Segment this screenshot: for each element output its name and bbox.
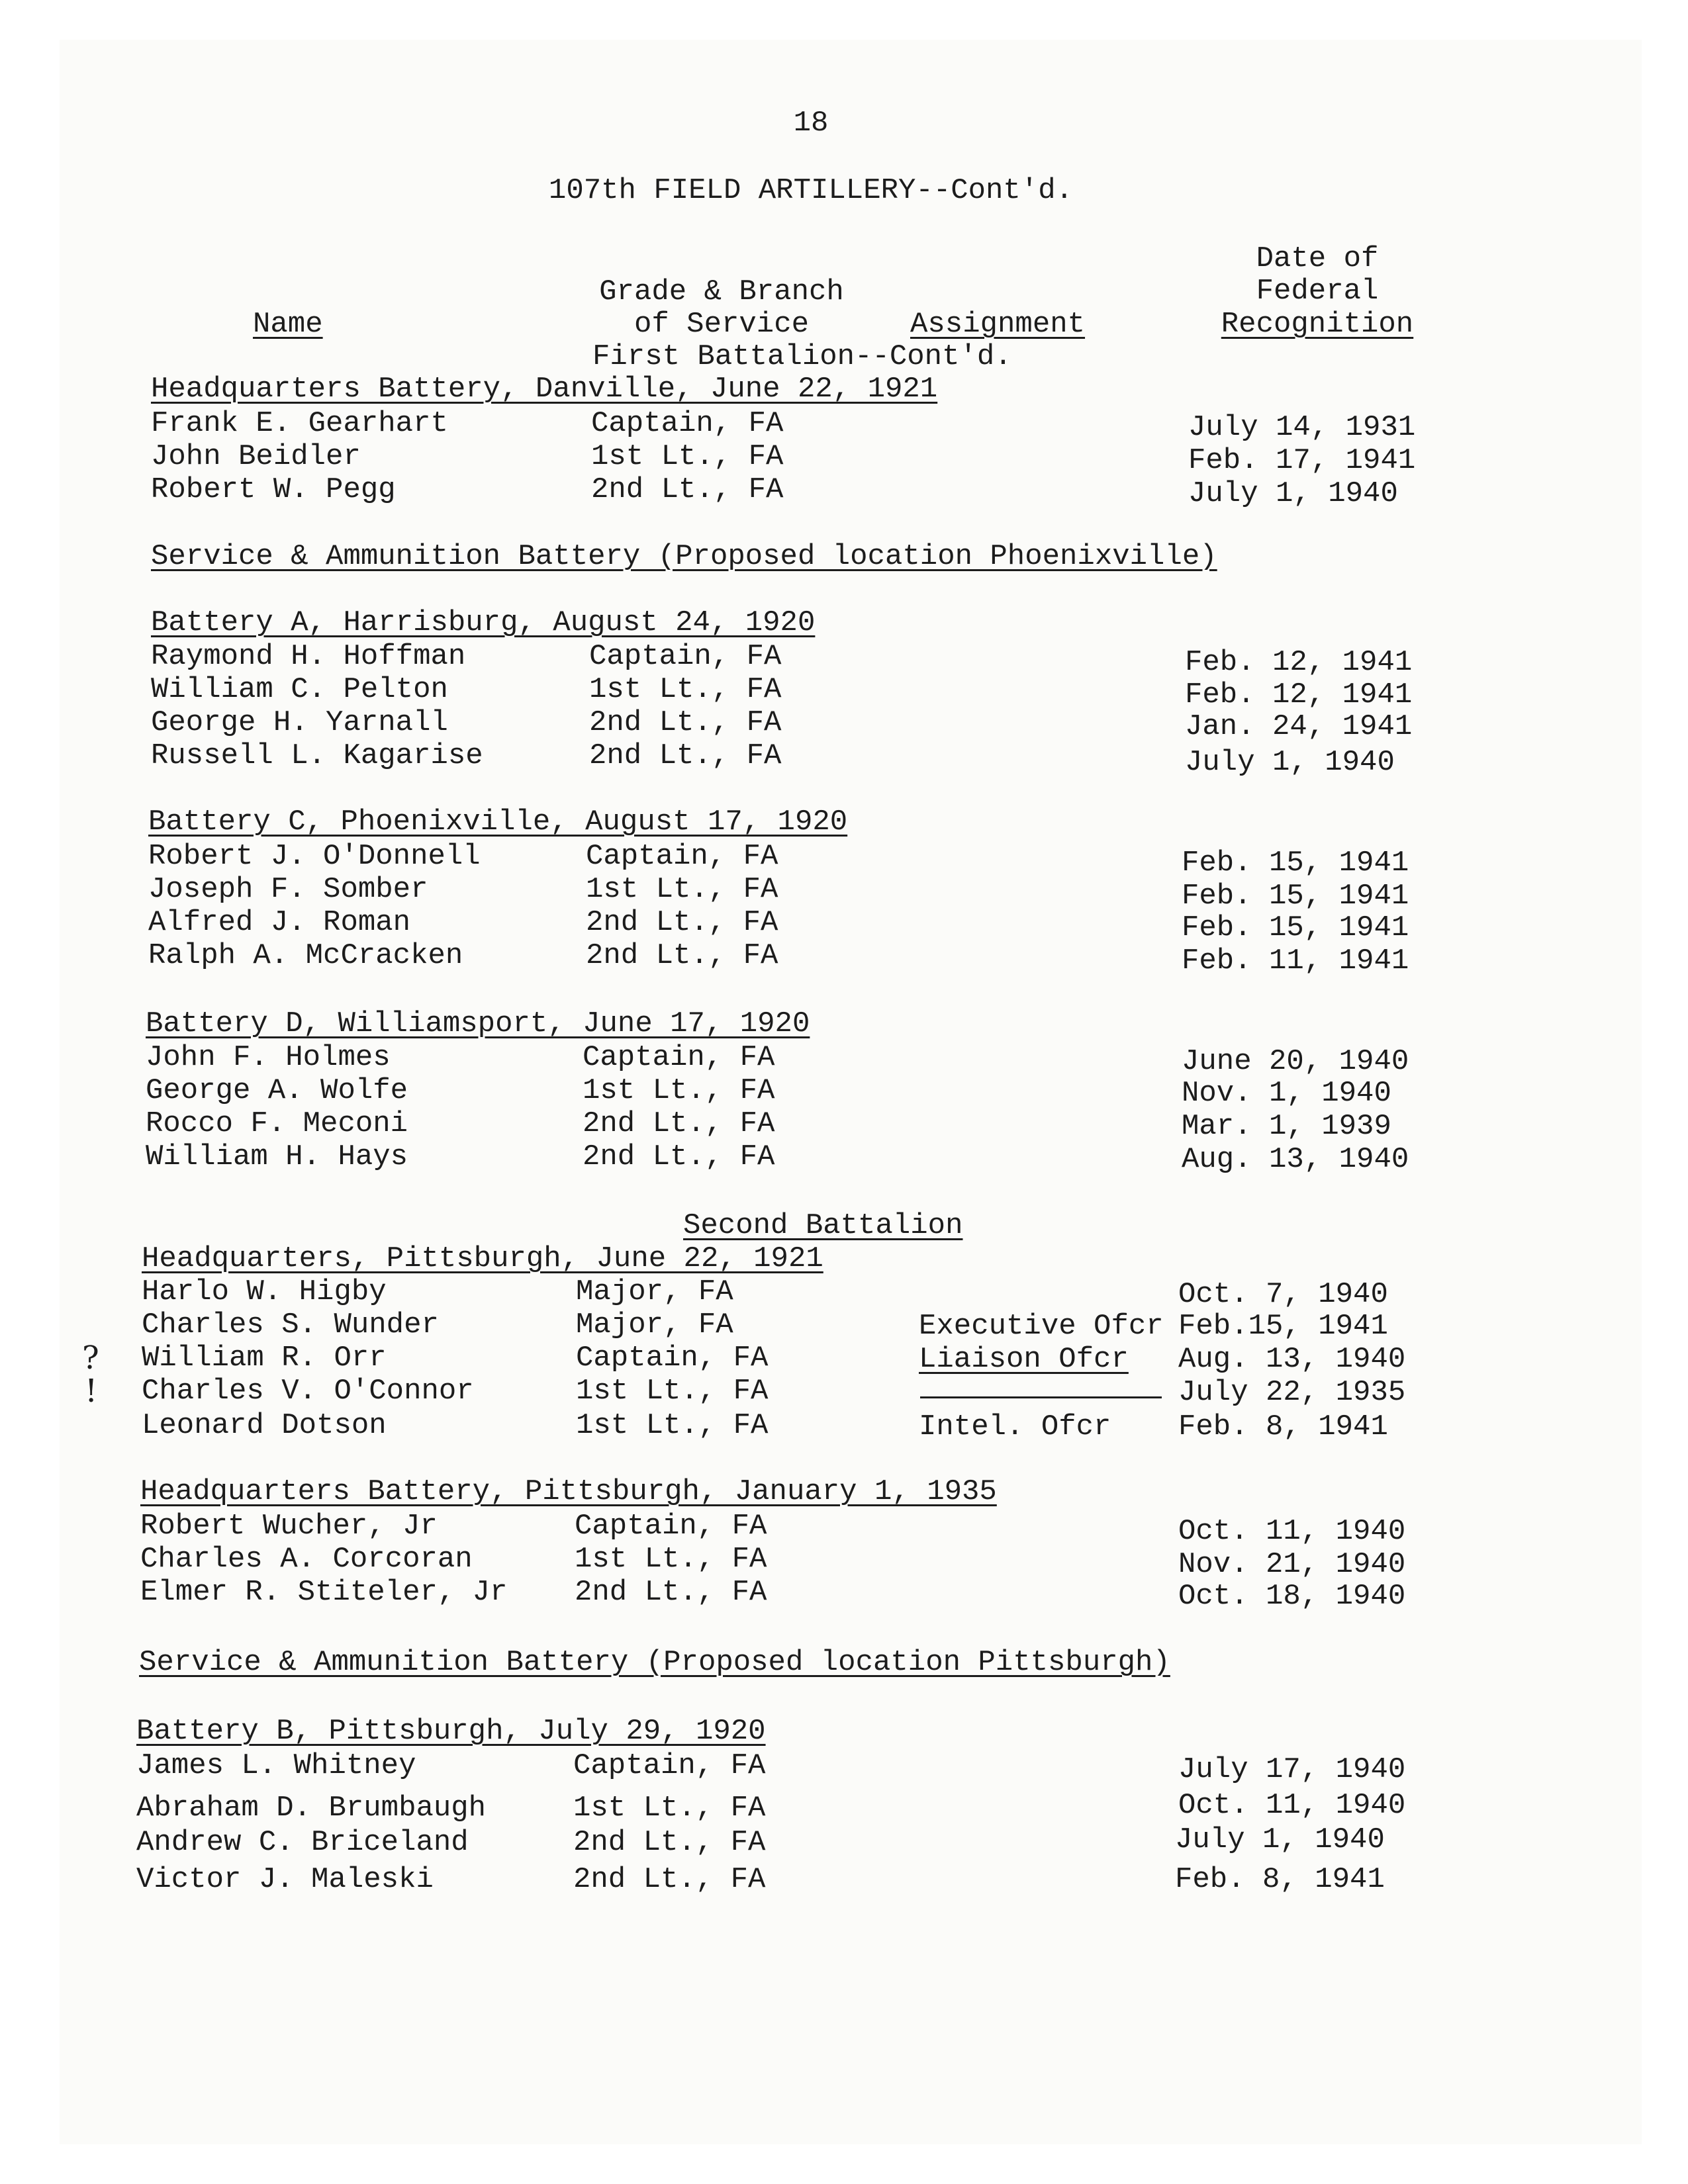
recognition-date: Feb. 17, 1941 <box>1188 444 1416 477</box>
person-name: Ralph A. McCracken <box>148 939 463 972</box>
person-name: Robert W. Pegg <box>151 473 396 506</box>
person-grade: 2nd Lt., FA <box>586 906 778 939</box>
assignment: Liaison Ofcr <box>919 1343 1129 1376</box>
recognition-date: Feb. 11, 1941 <box>1182 944 1409 978</box>
recognition-date: Nov. 21, 1940 <box>1178 1548 1406 1581</box>
section-heading: Battery A, Harrisburg, August 24, 1920 <box>151 606 816 639</box>
person-grade: 2nd Lt., FA <box>573 1826 766 1859</box>
person-name: Leonard Dotson <box>142 1409 387 1442</box>
person-name: James L. Whitney <box>136 1749 416 1782</box>
person-grade: 2nd Lt., FA <box>586 939 778 972</box>
recognition-date: July 1, 1940 <box>1185 746 1395 779</box>
person-grade: 2nd Lt., FA <box>575 1576 767 1609</box>
person-name: Victor J. Maleski <box>136 1863 434 1896</box>
section-heading: Headquarters Battery, Danville, June 22, 1921 <box>151 373 938 406</box>
person-name: Frank E. Gearhart <box>151 407 448 440</box>
person-grade: Captain, FA <box>589 640 782 673</box>
person-grade: 2nd Lt., FA <box>583 1107 775 1140</box>
person-name: Andrew C. Briceland <box>136 1826 469 1859</box>
section-heading: Service & Ammunition Battery (Proposed location Phoenixville) <box>151 540 1217 573</box>
person-grade: Captain, FA <box>573 1749 766 1782</box>
recognition-date: Feb. 12, 1941 <box>1185 678 1413 711</box>
person-name: Raymond H. Hoffman <box>151 640 466 673</box>
assignment: Executive Ofcr <box>919 1310 1164 1343</box>
person-grade: 2nd Lt., FA <box>589 706 782 739</box>
person-grade: Captain, FA <box>586 840 778 873</box>
person-grade: 1st Lt., FA <box>576 1375 769 1408</box>
recognition-date: July 1, 1940 <box>1188 477 1398 510</box>
person-name: Robert J. O'Donnell <box>148 840 481 873</box>
recognition-date: Feb. 8, 1941 <box>1178 1410 1388 1443</box>
section-heading: Service & Ammunition Battery (Proposed location Pittsburgh) <box>139 1646 1170 1679</box>
person-name: Robert Wucher, Jr <box>140 1510 438 1543</box>
person-name: William C. Pelton <box>151 673 448 706</box>
person-grade: 1st Lt., FA <box>576 1409 769 1442</box>
person-name: Harlo W. Higby <box>142 1275 387 1308</box>
page-number: 18 <box>793 107 829 140</box>
header-grade-line1: Grade & Branch <box>599 275 844 308</box>
recognition-date: Jan. 24, 1941 <box>1185 710 1413 743</box>
battalion-title-first: First Battalion--Cont'd. <box>592 340 1012 373</box>
person-name: George H. Yarnall <box>151 706 448 739</box>
assignment-blank-line <box>920 1396 1162 1398</box>
person-grade: 1st Lt., FA <box>586 873 778 906</box>
section-heading: Headquarters Battery, Pittsburgh, January 1, 1935 <box>140 1475 997 1508</box>
page-title: 107th FIELD ARTILLERY--Cont'd. <box>548 174 1074 207</box>
person-grade: 2nd Lt., FA <box>589 739 782 772</box>
person-grade: 1st Lt., FA <box>573 1792 766 1825</box>
recognition-date: Feb. 8, 1941 <box>1175 1863 1385 1896</box>
recognition-date: July 22, 1935 <box>1178 1376 1406 1409</box>
recognition-date: July 17, 1940 <box>1178 1753 1406 1786</box>
section-heading: Battery C, Phoenixville, August 17, 1920 <box>148 805 848 839</box>
recognition-date: Feb. 15, 1941 <box>1182 911 1409 944</box>
person-name: Rocco F. Meconi <box>146 1107 408 1140</box>
header-date-line1: Date of <box>1256 242 1379 275</box>
person-grade: 1st Lt., FA <box>575 1543 767 1576</box>
recognition-date: June 20, 1940 <box>1182 1045 1409 1078</box>
recognition-date: Nov. 1, 1940 <box>1182 1077 1391 1110</box>
person-grade: 2nd Lt., FA <box>583 1140 775 1173</box>
person-name: William H. Hays <box>146 1140 408 1173</box>
person-name: Charles V. O'Connor <box>142 1375 474 1408</box>
person-name: Charles A. Corcoran <box>140 1543 473 1576</box>
person-grade: Major, FA <box>576 1275 733 1308</box>
person-name: Russell L. Kagarise <box>151 739 483 772</box>
recognition-date: Feb. 12, 1941 <box>1185 646 1413 679</box>
person-name: Charles S. Wunder <box>142 1308 439 1342</box>
person-grade: 2nd Lt., FA <box>591 473 784 506</box>
person-grade: 1st Lt., FA <box>583 1074 775 1107</box>
header-grade-line2: of Service <box>633 308 810 341</box>
recognition-date: Mar. 1, 1939 <box>1182 1110 1391 1143</box>
person-name: George A. Wolfe <box>146 1074 408 1107</box>
battalion-title-second: Second Battalion <box>683 1209 963 1242</box>
person-name: Abraham D. Brumbaugh <box>136 1792 487 1825</box>
recognition-date: Oct. 11, 1940 <box>1178 1515 1406 1548</box>
person-name: John Beidler <box>151 440 361 473</box>
header-assignment: Assignment <box>910 308 1086 341</box>
recognition-date: Feb. 15, 1941 <box>1182 846 1409 880</box>
person-grade: 1st Lt., FA <box>589 673 782 706</box>
recognition-date: Aug. 13, 1940 <box>1182 1143 1409 1176</box>
margin-question-mark: ? <box>82 1340 99 1377</box>
header-name: Name <box>253 308 323 341</box>
section-heading: Battery B, Pittsburgh, July 29, 1920 <box>136 1715 766 1748</box>
recognition-date: Feb.15, 1941 <box>1178 1310 1388 1343</box>
person-grade: Captain, FA <box>583 1041 775 1074</box>
margin-exclamation-mark: ! <box>85 1373 98 1410</box>
header-date-line3: Recognition <box>1221 308 1414 341</box>
person-name: Joseph F. Somber <box>148 873 428 906</box>
recognition-date: July 1, 1940 <box>1175 1823 1385 1856</box>
recognition-date: Feb. 15, 1941 <box>1182 880 1409 913</box>
person-grade: 2nd Lt., FA <box>573 1863 766 1896</box>
person-name: Elmer R. Stiteler, Jr <box>140 1576 508 1609</box>
person-name: Alfred J. Roman <box>148 906 411 939</box>
person-grade: Captain, FA <box>576 1342 769 1375</box>
person-name: John F. Holmes <box>146 1041 391 1074</box>
recognition-date: Aug. 13, 1940 <box>1178 1343 1406 1376</box>
recognition-date: Oct. 11, 1940 <box>1178 1789 1406 1822</box>
recognition-date: Oct. 18, 1940 <box>1178 1580 1406 1613</box>
person-grade: Captain, FA <box>575 1510 767 1543</box>
section-heading: Battery D, Williamsport, June 17, 1920 <box>146 1007 810 1040</box>
recognition-date: Oct. 7, 1940 <box>1178 1278 1388 1311</box>
section-heading: Headquarters, Pittsburgh, June 22, 1921 <box>142 1242 823 1275</box>
assignment: Intel. Ofcr <box>919 1410 1111 1443</box>
person-grade: 1st Lt., FA <box>591 440 784 473</box>
person-grade: Captain, FA <box>591 407 784 440</box>
person-name: William R. Orr <box>142 1342 387 1375</box>
person-grade: Major, FA <box>576 1308 733 1342</box>
header-date-line2: Federal <box>1256 275 1379 308</box>
recognition-date: July 14, 1931 <box>1188 411 1416 444</box>
